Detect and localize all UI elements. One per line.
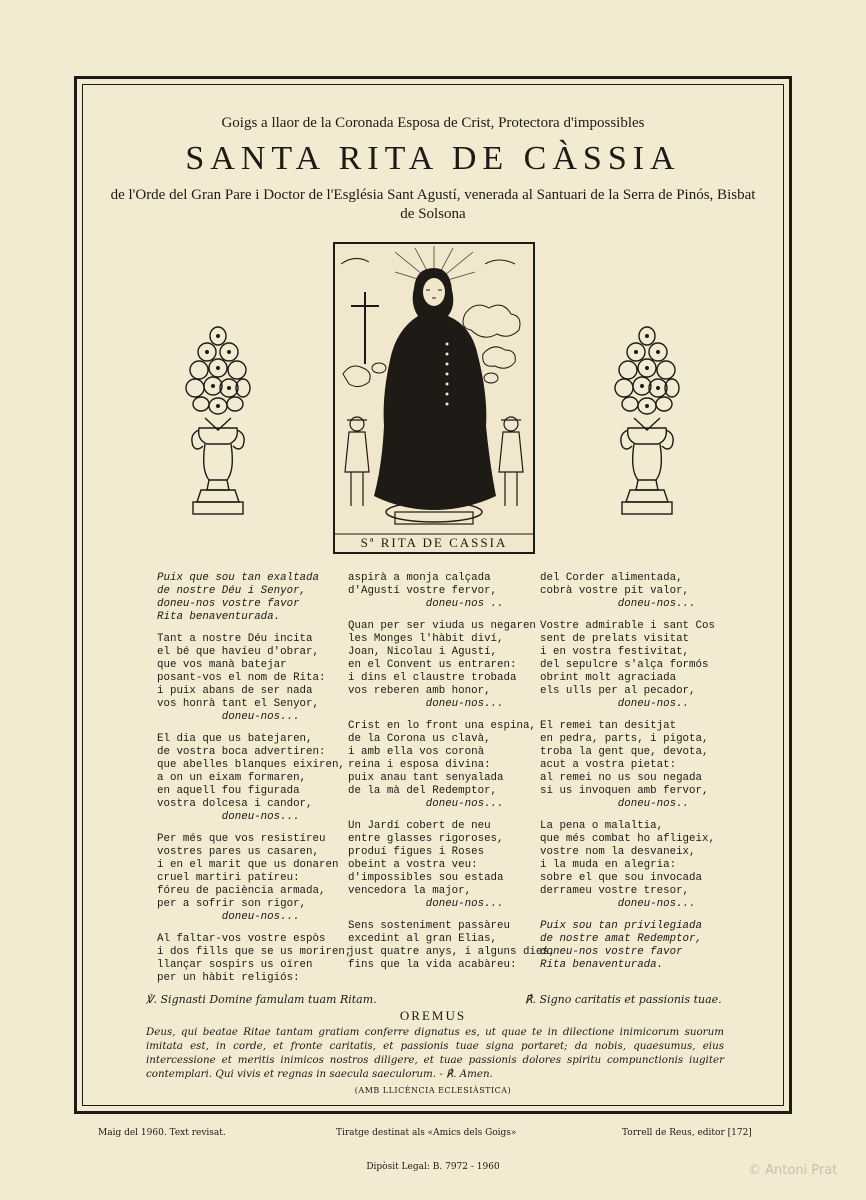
verse-line: i la muda en alegria: — [540, 859, 677, 871]
verse-line: fins que la vida acabàreu: — [348, 959, 517, 971]
verse-line: del Corder alimentada, — [540, 572, 683, 584]
oremus-prayer: Deus, qui beatae Ritae tantam gratiam conferre dignatus es, ut quae te in dilectione inimicorum suorum imitata est, in corde, et fronte caritatis, et passionis tuae signa portaret; da nobis, quaesumus, eius intercessione et meritis inimicos nostros diligere, et tuae passionis dolores spiritu compunctionis iugiter contemplari. Qui vivis et regnas in saecula saeculorum. - ℟. Amen. — [146, 1026, 724, 1080]
refrain-line: doneu-nos... — [348, 898, 504, 910]
refrain-line: doneu-nos... — [348, 698, 504, 710]
verse-line: sobre el que sou invocada — [540, 872, 702, 884]
stanza — [157, 833, 351, 924]
stanza — [348, 820, 555, 911]
refrain-line: doneu-nos... — [348, 798, 504, 810]
verse-line: fóreu de paciència armada, — [157, 885, 326, 897]
verse-line: d'Agustí vostre fervor, — [348, 585, 498, 597]
stanza — [540, 720, 715, 811]
flower-vase-left-icon — [185, 322, 251, 518]
verse-line: Puix que sou tan exaltada — [157, 572, 319, 584]
versicle-right: ℟. Signo caritatis et passionis tuae. — [525, 993, 722, 1006]
verse-line: cobrà vostre pit valor, — [540, 585, 690, 597]
verse-line: i dos fills que se us moriren; — [157, 946, 352, 958]
refrain-line: doneu-nos... — [157, 811, 300, 823]
verse-line: i puix abans de ser nada — [157, 685, 313, 697]
flower-vase-right-icon — [614, 322, 680, 518]
verse-line: vencedora la major, — [348, 885, 472, 897]
stanza — [348, 572, 555, 611]
stanza — [540, 620, 715, 711]
refrain-line: doneu-nos... — [540, 598, 696, 610]
verse-line: de nostre Déu i Senyor, — [157, 585, 307, 597]
verse-line: Puix sou tan privilegiada — [540, 920, 702, 932]
verse-line: acut a vostra pietat: — [540, 759, 677, 771]
verse-line: Per més que vos resistíreu — [157, 833, 326, 845]
verse-line: troba la gent que, devota, — [540, 746, 709, 758]
verse-line: Crist en lo front una espina, — [348, 720, 536, 732]
verses-column-right — [540, 572, 715, 981]
verse-line: de vostra boca advertiren: — [157, 746, 326, 758]
page-title: SANTA RITA DE CÀSSIA — [185, 140, 681, 177]
copyright-watermark: © Antoni Prat — [748, 1163, 838, 1178]
stanza — [348, 620, 555, 711]
verse-line: El remei tan desitjat — [540, 720, 677, 732]
stanza — [540, 572, 715, 611]
verse-line: al remei no us sou negada — [540, 772, 702, 784]
verse-line: Joan, Nicolau i Agustí, — [348, 646, 498, 658]
verse-line: en pedra, parts, i pigota, — [540, 733, 709, 745]
verse-line: en el Convent us entraren: — [348, 659, 517, 671]
verse-line: aspirà a monja calçada — [348, 572, 491, 584]
verse-line: Rita benaventurada. — [540, 959, 664, 971]
legal-deposit: Dipòsit Legal: B. 7972 - 1960 — [366, 1162, 500, 1172]
verse-line: cruel martiri patíreu: — [157, 872, 300, 884]
verse-line: Tant a nostre Déu incita — [157, 633, 313, 645]
refrain-line: doneu-nos... — [157, 911, 300, 923]
verse-line: obrint molt agraciada — [540, 672, 677, 684]
verse-line: d'impossibles sou estada — [348, 872, 504, 884]
verses-column-middle — [348, 572, 555, 981]
verse-line: que vos manà batejar — [157, 659, 287, 671]
verse-line: just quatre anys, i alguns dies, — [348, 946, 556, 958]
stanza — [348, 920, 555, 972]
verse-line: reina i esposa divina: — [348, 759, 491, 771]
verse-line: i amb ella vos coronà — [348, 746, 485, 758]
verse-line: per a sofrir son rigor, — [157, 898, 307, 910]
stanza — [540, 920, 715, 972]
verse-line: vos honrà tant el Senyor, — [157, 698, 319, 710]
verse-line: puix anau tant senyalada — [348, 772, 504, 784]
refrain-line: doneu-nos... — [540, 898, 696, 910]
verse-line: en aquell fou figurada — [157, 785, 300, 797]
refrain-line: doneu-nos.. — [540, 798, 690, 810]
verse-line: vostres pares us casaren, — [157, 846, 319, 858]
header-subtitle: Goigs a llaor de la Coronada Esposa de Crist, Protectora d'impossibles — [221, 115, 645, 131]
verse-line: que més combat ho afligeix, — [540, 833, 715, 845]
ecclesiastical-license: (AMB LLICÈNCIA ECLESIÀSTICA) — [354, 1086, 512, 1095]
verse-line: Sens sosteniment passàreu — [348, 920, 510, 932]
verse-line: vostra dolcesa i candor, — [157, 798, 313, 810]
verse-line: doneu-nos vostre favor — [540, 946, 683, 958]
versicle-left: ℣. Signasti Domine famulam tuam Ritam. — [146, 993, 377, 1006]
verse-line: els ulls per al pecador, — [540, 685, 696, 697]
verse-line: produí figues i Roses — [348, 846, 485, 858]
saint-figure-illustration — [335, 244, 533, 552]
stanza — [157, 572, 351, 624]
verse-line: Un Jardí cobert de neu — [348, 820, 491, 832]
footer-editor: Torrell de Reus, editor [172] — [622, 1128, 752, 1138]
verse-line: que abelles blanques eixiren, — [157, 759, 345, 771]
saint-rita-engraving — [333, 242, 535, 554]
verse-line: Rita benaventurada. — [157, 611, 281, 623]
verse-line: de la Corona us clavà, — [348, 733, 491, 745]
verse-line: per un hàbit religiós: — [157, 972, 300, 984]
verse-line: derrameu vostre tresor, — [540, 885, 690, 897]
verse-line: posant-vos el nom de Rita: — [157, 672, 326, 684]
stanza — [157, 633, 351, 724]
oremus-title: OREMUS — [399, 1008, 467, 1023]
verse-line: entre glasses rigoroses, — [348, 833, 504, 845]
stanza — [540, 820, 715, 911]
verse-line: Al faltar-vos vostre espòs — [157, 933, 326, 945]
verse-line: i dins el claustre trobada — [348, 672, 517, 684]
verse-line: excedint al gran Elias, — [348, 933, 498, 945]
verse-line: a on un eixam formaren, — [157, 772, 307, 784]
stanza — [157, 733, 351, 824]
verse-line: doneu-nos vostre favor — [157, 598, 300, 610]
verse-line: i en el marit que us donaren — [157, 859, 339, 871]
stanza — [157, 933, 351, 985]
verse-line: de la mà del Redemptor, — [348, 785, 498, 797]
refrain-line: doneu-nos .. — [348, 598, 504, 610]
verse-line: La pena o malaltia, — [540, 820, 664, 832]
verse-line: si us invoquen amb fervor, — [540, 785, 709, 797]
verse-line: les Monges l'hàbit diví, — [348, 633, 504, 645]
verse-line: obeint a vostra veu: — [348, 859, 478, 871]
verse-line: sent de prelats visitat — [540, 633, 690, 645]
verse-line: llançar sospirs us oïren — [157, 959, 313, 971]
refrain-line: doneu-nos.. — [540, 698, 690, 710]
verse-line: del sepulcre s'alça formós — [540, 659, 709, 671]
verse-line: de nostre amat Redemptor, — [540, 933, 702, 945]
stanza — [348, 720, 555, 811]
verses-column-left — [157, 572, 351, 994]
refrain-line: doneu-nos... — [157, 711, 300, 723]
engraving-caption: Sª RITA DE CASSIA — [360, 535, 508, 550]
verse-line: vos reberen amb honor, — [348, 685, 491, 697]
verse-line: i en vostra festivitat, — [540, 646, 690, 658]
footer-date: Maig del 1960. Text revisat. — [98, 1128, 226, 1138]
verse-line: Vostre admirable i sant Cos — [540, 620, 715, 632]
header-description: de l'Orde del Gran Pare i Doctor de l'Església Sant Agustí, venerada al Santuari de la Serra de Pinós, Bisbat de Solsona — [110, 187, 756, 222]
verse-line: Quan per ser viuda us negaren — [348, 620, 536, 632]
verse-line: vostre nom la desvaneix, — [540, 846, 696, 858]
footer-distribution: Tiratge destinat als «Amics dels Goigs» — [336, 1128, 517, 1138]
verse-line: el bé que havíeu d'obrar, — [157, 646, 319, 658]
verse-line: El dia que us batejaren, — [157, 733, 313, 745]
